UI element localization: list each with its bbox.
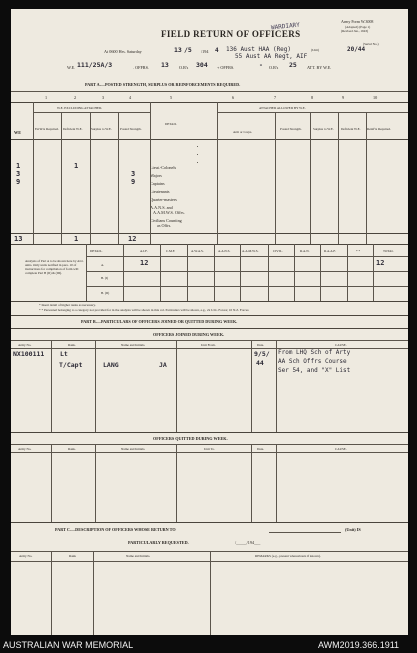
serial-number-value: 20/44 (347, 46, 366, 53)
partc-header-army-no: Army No. (19, 554, 33, 558)
header-surplus-we-att: Surplus to W.E. (313, 127, 334, 131)
col-number: 5 (170, 95, 173, 100)
col-number: 6 (232, 95, 235, 100)
form-page (11, 9, 408, 635)
part-c-date-blank: /_____/194___ (235, 540, 261, 545)
joined-cause-3: Ser 54, and "X" List (278, 367, 351, 374)
footnote-other-personnel: * * Personnel belonging to a category not provided for in the analysis will be shown in this col. Particulars will be shown, e.g., 2x U.K. Forces; 10 N.Z. Forces (39, 308, 249, 312)
detail-captains: Captains (150, 181, 165, 186)
analysis-header-ran: R.A.N. (300, 249, 310, 253)
we-excluding-attached-label: W.E. EXCLUDING ATTACHED. (57, 106, 103, 110)
ors-label: O.R's (179, 65, 189, 70)
analysis-header-cmf: C.M.F. (166, 249, 176, 253)
analysis-header-other: * * (356, 249, 361, 253)
deficient-lieut-colonels: 1 (74, 162, 79, 170)
joined-header-rank: Rank. (68, 343, 76, 347)
analysis-header-civil: CIVIL. (273, 249, 283, 253)
col-number: 1 (45, 95, 48, 100)
joined-header-date: Date. (257, 343, 265, 347)
quitted-header-army-no: Army No. (18, 447, 32, 451)
joined-cause-2: AA Sch Offrs Course (278, 358, 347, 365)
total-est: 13 (14, 235, 23, 243)
header-posted-strength-att: Posted Strength. (280, 127, 302, 131)
analysis-header-detail: DETAIL. (90, 249, 103, 253)
army-form-revised: (Revised Jan., 1943) (341, 29, 369, 33)
serial-number-label: (Serial No.) (363, 42, 379, 46)
detail-as-offrs: as Offrs. (157, 223, 172, 228)
return-year-printed: /194 (201, 49, 209, 54)
offrs-value: 13 (161, 61, 169, 69)
army-form-number: Army Form W.3008 (341, 19, 374, 24)
detail-civilians: Civilians Counting (150, 218, 182, 223)
header-arm-or-corps: Arm or Corps. (233, 130, 253, 134)
partc-header-remarks: REMARKS (e.g., present whereabouts if known). (255, 554, 321, 558)
quitted-header-unit-to: Unit To. (204, 447, 215, 451)
joined-cause-1: From LHQ Sch of Arty (278, 349, 351, 356)
row-label-we: WE (14, 130, 21, 135)
return-time-text: At 0600 Hrs. Saturday (104, 49, 142, 54)
part-b-heading: PART B.—PARTICULARS OF OFFICERS JOINED OR QUITTED DURING WEEK. (81, 319, 238, 324)
detail-lieut-colonels: Lieut.-Colonels (150, 165, 177, 170)
form-title: FIELD RETURN OF OFFICERS (161, 29, 301, 39)
quitted-header-rank: Rank. (68, 447, 76, 451)
offrs-label: . OFFRS. (133, 65, 149, 70)
analysis-row-b1: B. (I) (101, 276, 109, 280)
return-date-day: 13 (174, 46, 182, 54)
we-label: W.E. (67, 65, 76, 70)
total-posted: 12 (128, 235, 137, 243)
unit-stamp-line-1: 136 Aust HAA (Reg) (226, 46, 292, 53)
joined-name: LANG (103, 361, 119, 369)
joined-army-no: NX100111 (13, 350, 45, 358)
quitted-header-cause: CAUSE. (335, 447, 347, 451)
part-a-heading: PART A.—POSTED STRENGTH, SURPLUS OR REINFORCEMENTS REQUIRED. (85, 82, 241, 87)
col-number: 3 (102, 95, 105, 100)
archive-footer (0, 637, 417, 653)
plus-ors-value: 25 (289, 61, 297, 69)
est-majors: 3 (16, 170, 21, 178)
attached-allowed-label: ATTACHED ALLOWED BY W.E. (259, 106, 306, 110)
partc-header-name: Name and Initials. (126, 554, 151, 558)
col-number: 10 (373, 95, 378, 100)
return-date-month: /5 (184, 46, 192, 54)
detail-majors: Majors (150, 173, 162, 178)
joined-header-name: Name and Initials. (121, 343, 146, 347)
analysis-total-value: 12 (376, 259, 385, 267)
analysis-header-aans: A.A.N.S. (218, 249, 231, 253)
est-captains: 9 (16, 178, 21, 186)
joined-initials: JA (159, 361, 167, 369)
header-posted-strength: Posted Strength. (120, 127, 142, 131)
ors-value: 304 (196, 61, 208, 69)
partc-header-rank: Rank (69, 554, 76, 558)
analysis-header-total: TOTAL (383, 249, 394, 253)
col-number: 9 (342, 95, 345, 100)
joined-header-army-no: Army No. (18, 343, 32, 347)
analysis-header-aif: A.I.F. (140, 249, 148, 253)
joined-rank-2: T/Capt (59, 361, 83, 369)
detail-quarter-masters: Quarter-masters (150, 197, 177, 202)
est-lieut-colonels: 1 (16, 162, 21, 170)
part-c-unit-is: (Unit) IS (345, 527, 361, 532)
analysis-row-a: A. (101, 263, 105, 267)
col-number: 4 (129, 95, 132, 100)
quitted-title: OFFICERS QUITTED DURING WEEK. (153, 436, 228, 441)
att-by-we-label: ATT. BY W.E. (307, 65, 332, 70)
header-deficient-we: Deficient W.E. (63, 127, 83, 131)
total-deficient: 1 (74, 235, 79, 243)
unit-label: (Unit) (311, 48, 320, 52)
col-number: 2 (74, 95, 77, 100)
header-estimates-required: Est'm'ts Required. (35, 127, 59, 131)
detail-aans: A.A.N.S. and (150, 205, 173, 210)
part-c-heading-1: PART C.—DESCRIPTION OF OFFICERS WHOSE RETURN TO (55, 527, 176, 532)
analysis-header-awas: A.W.A.S. (191, 249, 204, 253)
quitted-header-date: Date. (257, 447, 265, 451)
detail-header: DETAIL (165, 122, 177, 126)
plus-offrs-value: - (259, 61, 263, 69)
quitted-header-name: Name and Initials. (121, 447, 146, 451)
analysis-header-raaf: R.A.A.F. (324, 249, 336, 253)
part-c-heading-2: PARTICULARLY REQUESTED. (128, 540, 189, 545)
posted-majors: 3 (131, 170, 136, 178)
army-form-adapted: (Adapted) (Page 1) (345, 25, 371, 29)
detail-lieutenants: Lieutenants (150, 189, 170, 194)
unit-stamp-line-2: 55 Aust AA Regt, AIF (235, 53, 308, 60)
footer-accession-number: AWM2019.366.1911 (318, 640, 400, 650)
footnote-higher-ranks: * Insert detail of higher ranks as necessary. (39, 303, 96, 307)
joined-date-1: 9/5/ (254, 350, 270, 358)
analysis-row-b2: B. (II) (101, 291, 110, 295)
header-reinforcements-required: Reinf'ts Required. (367, 127, 391, 131)
return-year-digit: 4 (215, 47, 219, 54)
col-number: 7 (274, 95, 277, 100)
posted-captains: 9 (131, 178, 136, 186)
joined-header-unit-from: Unit From. (201, 343, 216, 347)
plus-ors-label: O.R's (269, 65, 279, 70)
col-number: 8 (311, 95, 314, 100)
footer-institution: AUSTRALIAN WAR MEMORIAL (3, 640, 134, 650)
joined-title: OFFICERS JOINED DURING WEEK. (153, 332, 225, 337)
we-value: 111/25A/3 (77, 61, 113, 69)
war-diary-stamp: WARDIARY (270, 21, 301, 32)
detail-aamws: A.A.M.W.S. Offrs. (153, 210, 185, 215)
joined-rank-1: Lt (60, 350, 68, 358)
joined-header-cause: CAUSE. (335, 343, 347, 347)
header-deficient-we-att: Deficient W.E. (341, 127, 361, 131)
plus-offrs-label: + OFFRS. (217, 65, 235, 70)
header-surplus-we: Surplus to W.E. (91, 127, 112, 131)
joined-date-2: 44 (256, 359, 264, 367)
analysis-aif-value: 12 (140, 259, 149, 267)
analysis-header-aamws: A.A.M.W.S. (242, 249, 259, 253)
analysis-note: Analysis of Part A to be shown here by ALL units. Only units notified in para. 10 of instructions for compilation of form will complete Part B (II) & (III). (25, 259, 84, 275)
